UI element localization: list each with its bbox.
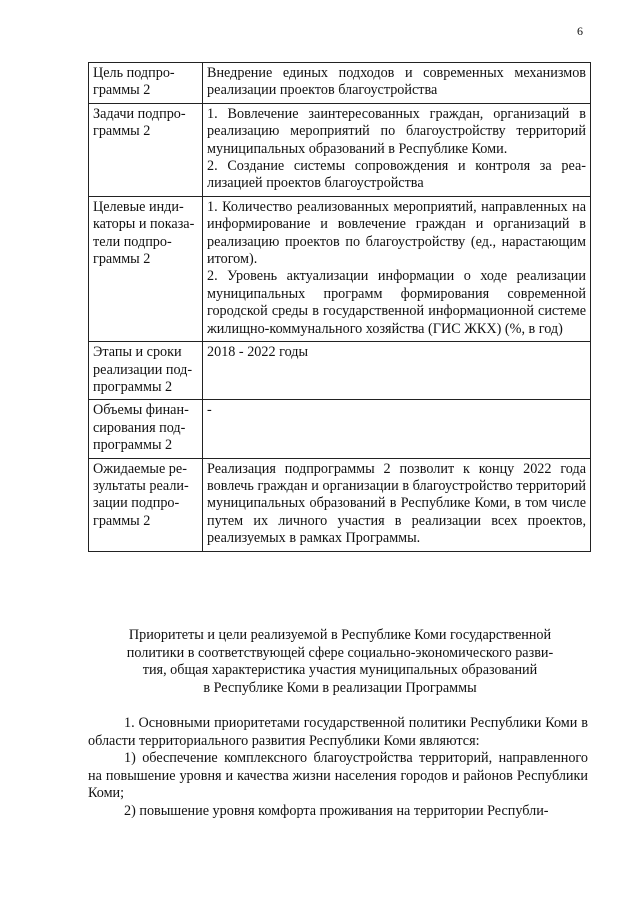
row-text: 1. Вовлечение заинтересованных граждан, организаций в реализацию мероприятий по благоустройству территорий муниципальных образований в Республике Коми.	[207, 105, 586, 157]
row-text: 2. Создание системы сопровождения и контроля за реализацией проектов благоустройства	[207, 158, 586, 192]
table-row-funding	[89, 400, 591, 458]
body-text	[88, 715, 588, 821]
table-row-tasks	[89, 103, 591, 196]
row-label: Ожидаемые результаты реализации подпрограммы 2	[89, 458, 203, 551]
row-text: -	[207, 402, 212, 419]
table-row-stages	[89, 342, 591, 400]
table-row-results	[89, 458, 591, 551]
row-content	[203, 458, 591, 551]
row-content	[203, 196, 591, 341]
row-label: Цель подпрограммы 2	[89, 63, 203, 104]
section-heading	[100, 627, 580, 697]
table-row-indicators	[89, 196, 591, 341]
page-number: 6	[577, 24, 583, 38]
heading-line: тия, общая характеристика участия муниципальных образований	[142, 662, 538, 679]
heading-line: политики в соответствующей сфере социально-экономического разви-	[126, 644, 554, 661]
row-label: Задачи подпрограммы 2	[89, 103, 203, 196]
row-label: Целевые индикаторы и показатели подпрограммы 2	[89, 196, 203, 341]
row-label: Объемы финансирования подпрограммы 2	[89, 400, 203, 458]
row-text: Реализация подпрограммы 2 позволит к концу 2022 года вовлечь граждан и организации в благоустройство территорий муниципальных образований в Республике Коми, в том числе путем их личного участия в реализации всех проектов, реализуемых в рамках Программы.	[207, 460, 586, 547]
row-text: 1. Количество реализованных мероприятий, направленных на информирование и вовлечение граждан и организаций в реализацию проектов по благоустройству (ед., нарастающим итогом).	[207, 198, 586, 268]
body-paragraph: 1. Основными приоритетами государственной политики Республики Коми в области территориального развития Республики Коми являются:	[88, 715, 588, 749]
row-text: 2. Уровень актуализации информации о ходе реализации муниципальных программ формирования современной городской среды в государственной информационной системе жилищно-коммунального хозяйства (ГИС ЖКХ) (%, в год)	[207, 268, 586, 337]
row-content	[203, 400, 591, 458]
subprogram-passport-table	[88, 62, 591, 552]
row-content	[203, 103, 591, 196]
heading-line: Приоритеты и цели реализуемой в Республике Коми государственной	[128, 627, 552, 643]
heading-line: в Республике Коми в реализации Программы	[203, 679, 477, 696]
row-label: Этапы и сроки реализации подпрограммы 2	[89, 342, 203, 400]
row-content	[203, 63, 591, 104]
body-paragraph: 1) обеспечение комплексного благоустройства территорий, направленного на повышение уровня и качества жизни населения городов и районов Республики Коми;	[88, 750, 588, 802]
body-paragraph: 2) повышение уровня комфорта проживания на территории Республи-	[124, 802, 549, 819]
row-text: Внедрение единых подходов и современных механизмов реализации проектов благоустройства	[207, 65, 586, 99]
table-row-goal	[89, 63, 591, 104]
row-content	[203, 342, 591, 400]
row-text: 2018 - 2022 годы	[207, 344, 309, 361]
